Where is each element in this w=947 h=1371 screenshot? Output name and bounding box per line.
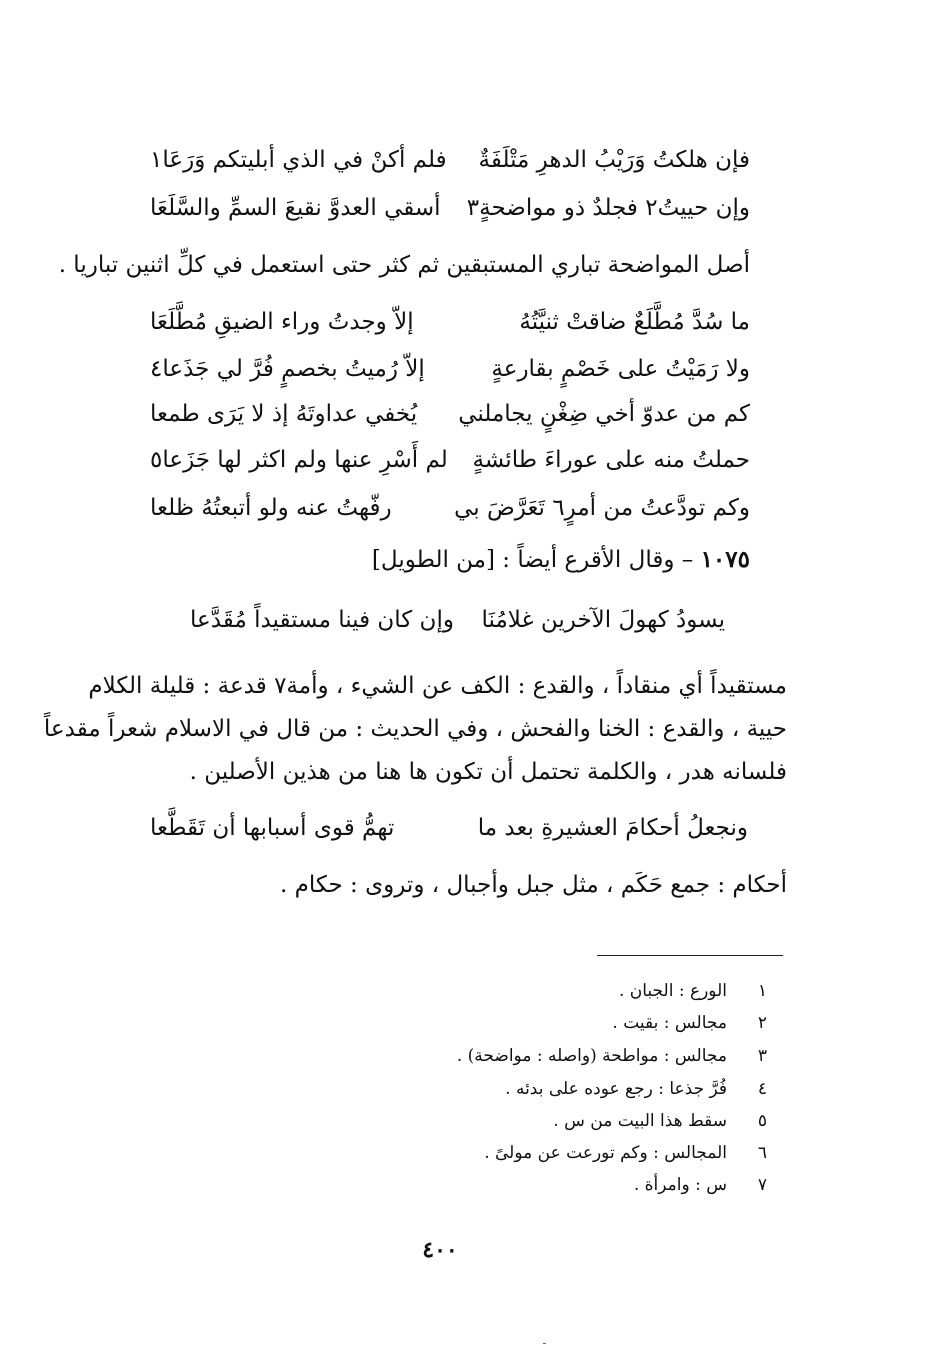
- verse-first-hemistich: يسودُ كهولَ الآخرين غلامُنَا: [481, 607, 725, 633]
- page-number: ٤٠٠: [422, 1237, 458, 1263]
- verse-first-hemistich: ولا رَمَيْتُ على خَصْمٍ بقارعةٍ: [491, 356, 750, 382]
- verse-second-hemistich: لم أَسْرِ عنها ولم اكثر لها جَزَعا٥: [150, 447, 448, 473]
- verse-line: [150, 188, 750, 228]
- footnote: [457, 1041, 767, 1071]
- footnote-number: ٣: [757, 1046, 767, 1066]
- scan-speck: [543, 1343, 546, 1344]
- footnote-separator: [597, 955, 783, 956]
- verse-line: [150, 808, 748, 848]
- footnote-number: ٧: [757, 1175, 767, 1195]
- verse-second-hemistich: إلاّ وجدتُ وراء الضيقِ مُطَّلَعَا: [150, 309, 414, 335]
- verse-second-hemistich: يُخفي عداوتَهُ إذ لا يَرَى طمعا: [150, 401, 418, 427]
- verse-first-hemistich: ونجعلُ أحكامَ العشيرةِ بعد ما: [477, 815, 748, 841]
- footnote-text: سقط هذا البيت من س .: [553, 1111, 727, 1131]
- footnote-text: الورع : الجبان .: [618, 981, 727, 1001]
- verse-second-hemistich: وإن كان فينا مستقيداً مُقَدَّعا: [190, 607, 454, 633]
- footnote: [612, 1008, 767, 1038]
- footnote: [619, 976, 767, 1006]
- verse-second-hemistich: رفّهتُ عنه ولو أتبعتُهُ ظلعا: [150, 495, 392, 521]
- footnote-text: المجالس : وكم تورعت عن مولىً .: [484, 1143, 727, 1163]
- commentary-line: حيية ، والقدع : الخنا والفحش ، وفي الحديث : من قال في الاسلام شعراً مقدعاً: [43, 716, 787, 742]
- footnote-number: ١: [757, 981, 767, 1001]
- poem-number: ١٠٧٥: [700, 546, 750, 573]
- verse-line: [150, 302, 750, 342]
- verse-first-hemistich: كم من عدوّ أخي ضِغْنٍ يجاملني: [458, 401, 750, 427]
- footnote-number: ٤: [757, 1079, 767, 1099]
- verse-first-hemistich: وكم تودَّعتُ من أمرٍ٦ تَعَرَّضَ بي: [454, 495, 750, 521]
- poem-heading-text: – وقال الأقرع أيضاً : [من الطويل]: [371, 547, 694, 573]
- footnote: [484, 1138, 767, 1168]
- footnote-text: مجالس : مواطحة (واصله : مواضحة) .: [456, 1046, 727, 1066]
- verse-second-hemistich: تهمُّ قوى أسبابها أن تَقَطَّعا: [150, 815, 395, 841]
- footnote-text: مجالس : بقيت .: [612, 1013, 727, 1033]
- footnote: [634, 1170, 767, 1200]
- verse-line: [150, 600, 750, 640]
- verse-second-hemistich: أسقي العدوَّ نقيعَ السمِّ والسَّلَعَا: [150, 195, 441, 221]
- footnote-text: س : وامرأة .: [633, 1175, 727, 1195]
- verse-first-hemistich: وإن حييتُ٢ فجلدٌ ذو مواضحةٍ٣: [466, 195, 750, 221]
- verse-line: [150, 349, 750, 389]
- footnote-text: فُرَّ جذعا : رجع عوده على بدئه .: [505, 1079, 727, 1099]
- footnote-number: ٥: [757, 1111, 767, 1131]
- commentary-note: أحكام : جمع حَكَم ، مثل جبل وأجبال ، وتروى : حكام .: [279, 872, 787, 898]
- verse-line: [150, 440, 750, 480]
- verse-first-hemistich: حملتُ منه على عوراءَ طائشةٍ: [472, 447, 750, 473]
- commentary-line: مستقيداً أي منقاداً ، والقدع : الكف عن الشيء ، وأمة٧ قدعة : قليلة الكلام: [88, 673, 787, 699]
- verse-first-hemistich: فإن هلكتُ وَرَيْبُ الدهرِ مَتْلَفَةٌ: [478, 147, 750, 173]
- verse-second-hemistich: إلاّ رُميتُ بخصمٍ فُرَّ لي جَذَعا٤: [150, 356, 425, 382]
- footnote-number: ٦: [757, 1143, 767, 1163]
- verse-line: [150, 140, 750, 180]
- verse-first-hemistich: ما سُدَّ مُطَّلَعٌ ضاقتْ ثنيَّتُهُ: [519, 309, 750, 335]
- poem-heading: [372, 540, 750, 580]
- verse-second-hemistich: فلم أكنْ في الذي أبليتكم وَرَعَا١: [150, 147, 447, 173]
- verse-line: [150, 488, 750, 528]
- footnote: [505, 1074, 767, 1104]
- verse-line: [150, 394, 750, 434]
- footnote-number: ٢: [757, 1013, 767, 1033]
- footnote: [553, 1106, 767, 1136]
- commentary-note: أصل المواضحة تباري المستبقين ثم كثر حتى استعمل في كلِّ اثنين تباريا .: [58, 252, 750, 278]
- commentary-line: فلسانه هدر ، والكلمة تحتمل أن تكون ها هنا من هذين الأصلين .: [189, 759, 787, 785]
